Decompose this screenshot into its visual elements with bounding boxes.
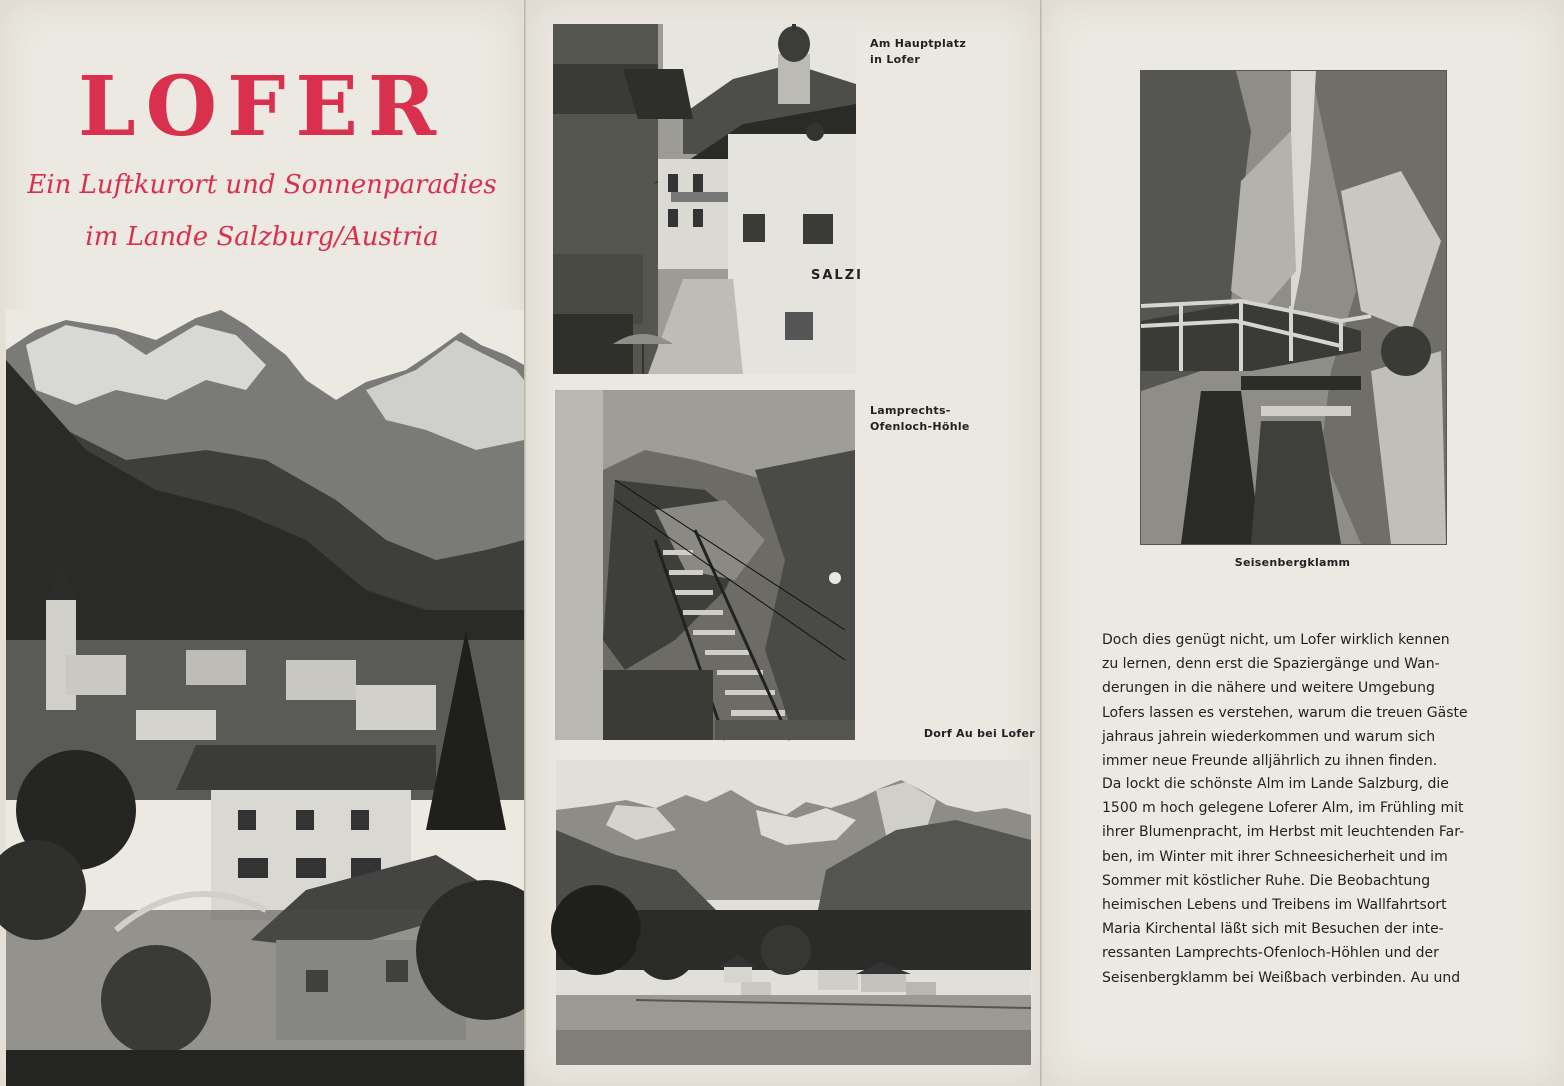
brochure-title: LOFER	[78, 59, 446, 155]
text-line: zu lernen, denn erst die Spaziergänge und Wan-	[1102, 656, 1440, 673]
text-line: Doch dies genügt nicht, um Lofer wirklich kennen	[1102, 632, 1450, 648]
photo-lamprechts-ofenloch-hoehle	[555, 390, 855, 740]
salzi-sign: SALZI	[811, 268, 863, 283]
photo-hauptplatz-lofer	[553, 24, 863, 374]
cover-photo-lofer-village-mountains	[6, 310, 524, 1086]
text-line: derungen in die nähere und weitere Umgebung	[1102, 680, 1435, 697]
photo-seisenbergklamm	[1140, 70, 1447, 545]
paragraph-1	[1102, 628, 1486, 773]
text-line: ressanten Lamprechts-Ofenloch-Höhlen und der	[1102, 945, 1439, 962]
text-line: heimischen Lebens und Treibens im Wallfahrtsort	[1102, 897, 1447, 914]
text-line: Seisenbergklamm bei Weißbach verbinden. Au und	[1102, 969, 1461, 986]
text-line: 1500 m hoch gelegene Loferer Alm, im Frühling mit	[1102, 800, 1464, 817]
cover-panel	[0, 0, 524, 1086]
paragraph-2	[1102, 772, 1486, 990]
photo-dorf-au-bei-lofer	[556, 760, 1031, 1065]
text-line: ihrer Blumenpracht, im Herbst mit leuchtenden Far-	[1102, 824, 1465, 841]
text-line: immer neue Freunde alljährlich zu ihnen finden.	[1102, 753, 1438, 770]
text-line: Da lockt die schönste Alm im Lande Salzburg, die	[1102, 776, 1449, 792]
text-line: ben, im Winter mit ihrer Schneesicherheit und im	[1102, 848, 1448, 865]
text-line: Sommer mit köstlicher Ruhe. Die Beobachtung	[1102, 872, 1431, 889]
caption-hauptplatz	[870, 36, 1010, 68]
text-line: Lofers lassen es verstehen, warum die treuen Gäste	[1102, 704, 1468, 721]
caption-hoehle	[870, 403, 1010, 435]
subtitle-line-1: Ein Luftkurort und Sonnenparadies	[27, 170, 497, 200]
subtitle-line-2: im Lande Salzburg/Austria	[85, 222, 439, 252]
caption-hoehle-line2: Ofenloch-Höhle	[870, 420, 970, 433]
caption-hauptplatz-line2: in Lofer	[870, 53, 921, 66]
text-line: Maria Kirchental läßt sich mit Besuchen der inte-	[1102, 921, 1444, 938]
caption-dorf-au: Dorf Au bei Lofer	[923, 727, 1035, 740]
caption-seisenbergklamm: Seisenbergklamm	[1234, 556, 1351, 569]
caption-hoehle-line1: Lamprechts-	[870, 404, 951, 417]
caption-hauptplatz-line1: Am Hauptplatz	[870, 37, 967, 50]
text-line: jahraus jahrein wiederkommen und warum sich	[1102, 728, 1436, 745]
